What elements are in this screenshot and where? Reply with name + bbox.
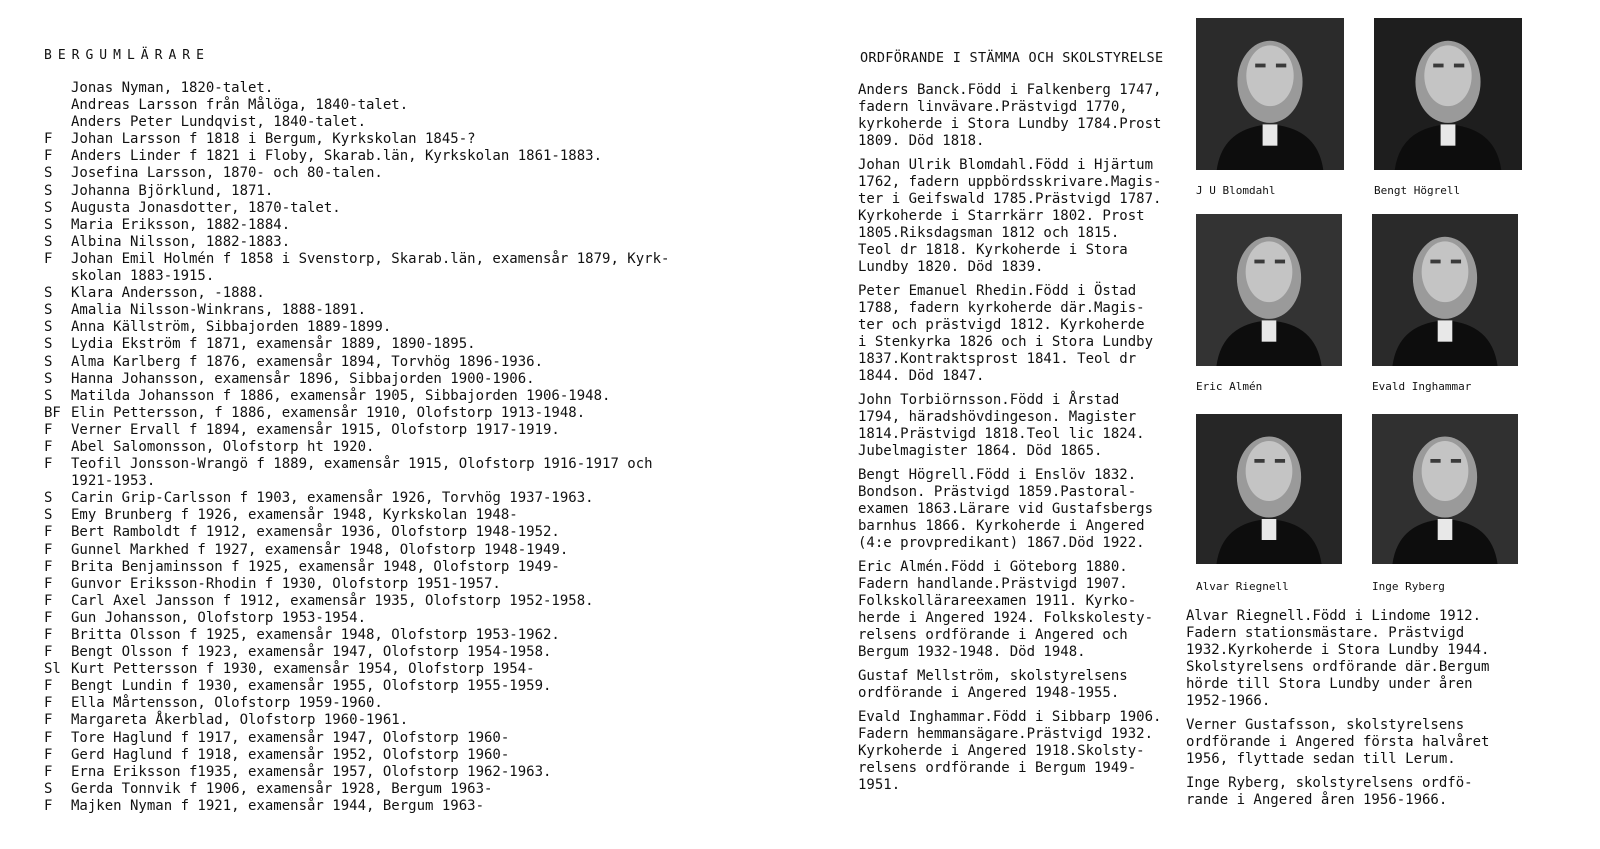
teacher-code: S: [44, 507, 53, 524]
teacher-code: F: [44, 421, 53, 438]
teacher-entry: Gunnel Markhed f 1927, examensår 1948, Olofstorp 1948-1949.: [71, 541, 569, 558]
section-title: ORDFÖRANDE I STÄMMA OCH SKOLSTYRELSE: [860, 50, 1164, 66]
bio-paragraph: [858, 82, 1188, 150]
teacher-code: F: [44, 609, 53, 626]
teacher-code: S: [44, 165, 53, 182]
bio-paragraph: [1186, 717, 1536, 768]
bio-line: 1952-1966.: [1186, 693, 1271, 709]
teacher-code: [44, 473, 71, 490]
teacher-entry: Johanna Björklund, 1871.: [71, 182, 274, 199]
teacher-row: [44, 524, 724, 541]
teacher-entry: Tore Haglund f 1917, examensår 1947, Olofstorp 1960-: [71, 729, 510, 746]
bio-line: relsens ordförande i Angered och: [858, 627, 1128, 643]
teacher-row: [44, 183, 724, 200]
page-gutter: [730, 0, 840, 849]
teacher-entry: Anna Källström, Sibbajorden 1889-1899.: [71, 319, 392, 336]
teacher-entry: skolan 1883-1915.: [71, 268, 215, 285]
teacher-row: [44, 678, 724, 695]
teacher-code: F: [44, 131, 53, 148]
bio-paragraph: [858, 559, 1188, 661]
portrait-photo: [1196, 214, 1342, 366]
teacher-row: [44, 165, 724, 182]
bio-line: Skolstyrelsens ordförande där.Bergum: [1186, 659, 1490, 675]
teacher-code: F: [44, 524, 53, 541]
teacher-code: S: [44, 780, 53, 797]
portrait-icon: [1196, 18, 1344, 170]
teacher-row: [44, 319, 724, 336]
bio-line: 1956, flyttade sedan till Lerum.: [1186, 751, 1456, 767]
portrait-icon: [1196, 214, 1342, 366]
bio-line: ter och prästvigd 1812. Kyrkoherde: [858, 317, 1145, 333]
teacher-entry: Carin Grip-Carlsson f 1903, examensår 1926, Torvhög 1937-1963.: [71, 490, 594, 507]
bio-paragraph: [858, 283, 1188, 385]
teacher-entry: Augusta Jonasdotter, 1870-talet.: [71, 199, 341, 216]
teacher-row: [44, 542, 724, 559]
teacher-list: [44, 80, 724, 815]
bio-line: 1814.Prästvigd 1818.Teol lic 1824.: [858, 426, 1145, 442]
teacher-row: [44, 781, 724, 798]
teacher-entry: Margareta Åkerblad, Olofstorp 1960-1961.: [71, 712, 409, 729]
bio-paragraph: [858, 668, 1188, 702]
teacher-row: [44, 336, 724, 353]
bio-line: (4:e provpredikant) 1867.Död 1922.: [858, 535, 1145, 551]
teacher-row: [44, 234, 724, 251]
right-page: [840, 0, 1600, 849]
bio-line: 1809. Död 1818.: [858, 133, 985, 149]
teacher-entry: Erna Eriksson f1935, examensår 1957, Olofstorp 1962-1963.: [71, 763, 552, 780]
teacher-entry: Anders Peter Lundqvist, 1840-talet.: [71, 114, 367, 131]
bio-line: Fadern hemmansägare.Prästvigd 1932.: [858, 726, 1154, 742]
bio-line: Inge Ryberg, skolstyrelsens ordfö-: [1186, 775, 1473, 791]
teacher-code: F: [44, 558, 53, 575]
bio-line: kyrkoherde i Stora Lundby 1784.Prost: [858, 116, 1162, 132]
teacher-row: [44, 148, 724, 165]
teacher-row: [44, 730, 724, 747]
portrait-photo: [1374, 18, 1522, 170]
teacher-row: [44, 456, 724, 473]
teacher-row: [44, 354, 724, 371]
teacher-row: [44, 114, 724, 131]
teacher-code: F: [44, 695, 53, 712]
teacher-code: F: [44, 797, 53, 814]
bio-line: Bondson. Prästvigd 1859.Pastoral-: [858, 484, 1137, 500]
portrait-icon: [1374, 18, 1522, 170]
bio-paragraph: [858, 392, 1188, 460]
teacher-entry: Gun Johansson, Olofstorp 1953-1954.: [71, 609, 367, 626]
teacher-row: [44, 439, 724, 456]
bio-line: Anders Banck.Född i Falkenberg 1747,: [858, 82, 1162, 98]
teacher-code: S: [44, 182, 53, 199]
teacher-row: [44, 593, 724, 610]
portrait-photo: [1372, 414, 1518, 564]
teacher-row: [44, 422, 724, 439]
bio-line: 1762, fadern uppbördsskrivare.Magis-: [858, 174, 1162, 190]
teacher-row: [44, 627, 724, 644]
teacher-code: [44, 97, 71, 114]
teacher-code: S: [44, 336, 53, 353]
teacher-entry: Britta Olsson f 1925, examensår 1948, Olofstorp 1953-1962.: [71, 627, 560, 643]
teacher-code: F: [44, 438, 53, 455]
teacher-row: [44, 80, 724, 97]
bio-line: 1788, fadern kyrkoherde där.Magis-: [858, 300, 1145, 316]
teacher-entry: Teofil Jonsson-Wrangö f 1889, examensår 1915, Olofstorp 1916-1917 och: [71, 456, 653, 473]
portrait-caption: Inge Ryberg: [1372, 580, 1445, 593]
bio-line: Johan Ulrik Blomdahl.Född i Hjärtum: [858, 157, 1154, 173]
bio-line: examen 1863.Lärare vid Gustafsbergs: [858, 501, 1154, 517]
bio-line: Fadern stationsmästare. Prästvigd: [1186, 625, 1465, 641]
bio-line: Teol dr 1818. Kyrkoherde i Stora: [858, 242, 1128, 258]
bio-line: fadern linvävare.Prästvigd 1770,: [858, 99, 1128, 115]
teacher-code: F: [44, 644, 53, 661]
bio-paragraph: [1186, 608, 1536, 710]
teacher-row: [44, 576, 724, 593]
teacher-code: F: [44, 456, 53, 473]
teacher-entry: Carl Axel Jansson f 1912, examensår 1935, Olofstorp 1952-1958.: [71, 592, 594, 609]
teacher-row: [44, 473, 724, 490]
bio-line: hörde till Stora Lundby under åren: [1186, 676, 1473, 692]
teacher-code: [44, 268, 71, 285]
teacher-entry: Maria Eriksson, 1882-1884.: [71, 216, 291, 233]
bio-line: Peter Emanuel Rhedin.Född i Östad: [858, 283, 1137, 299]
bio-line: Verner Gustafsson, skolstyrelsens: [1186, 717, 1465, 733]
teacher-entry: Hanna Johansson, examensår 1896, Sibbajorden 1900-1906.: [71, 370, 535, 387]
teacher-row: [44, 661, 724, 678]
chairman-bios: [858, 82, 1188, 801]
teacher-entry: Elin Pettersson, f 1886, examensår 1910, Olofstorp 1913-1948.: [71, 404, 586, 421]
bio-line: 1794, häradshövdingeson. Magister: [858, 409, 1137, 425]
bio-line: 1932.Kyrkoherde i Stora Lundby 1944.: [1186, 642, 1490, 658]
teacher-code: S: [44, 353, 53, 370]
bio-line: Bergum 1932-1948. Död 1948.: [858, 644, 1086, 660]
teacher-code: S: [44, 199, 53, 216]
bio-paragraph: [858, 709, 1188, 794]
teacher-code: F: [44, 575, 53, 592]
teacher-entry: Gerda Tonnvik f 1906, examensår 1928, Bergum 1963-: [71, 780, 493, 797]
portrait-icon: [1196, 414, 1342, 564]
teacher-row: [44, 764, 724, 781]
teacher-entry: Brita Benjaminsson f 1925, examensår 1948, Olofstorp 1949-: [71, 558, 560, 575]
teacher-entry: Bengt Lundin f 1930, examensår 1955, Olofstorp 1955-1959.: [71, 678, 552, 695]
teacher-entry: Ella Mårtensson, Olofstorp 1959-1960.: [71, 695, 383, 712]
teacher-row: [44, 285, 724, 302]
teacher-row: [44, 268, 724, 285]
teacher-entry: Jonas Nyman, 1820-talet.: [71, 80, 274, 96]
teacher-row: [44, 388, 724, 405]
bio-paragraph: [858, 467, 1188, 552]
bio-line: 1844. Död 1847.: [858, 368, 985, 384]
teacher-row: [44, 712, 724, 729]
teacher-code: S: [44, 319, 53, 336]
bio-line: Bengt Högrell.Född i Enslöv 1832.: [858, 467, 1137, 483]
bio-line: relsens ordförande i Bergum 1949-: [858, 760, 1137, 776]
teacher-entry: Lydia Ekström f 1871, examensår 1889, 1890-1895.: [71, 336, 476, 353]
teacher-code: S: [44, 216, 53, 233]
page-title: BERGUMLÄRARE: [44, 48, 210, 63]
teacher-code: S: [44, 490, 53, 507]
bio-line: ordförande i Angered första halvåret: [1186, 734, 1490, 750]
teacher-entry: Gunvor Eriksson-Rhodin f 1930, Olofstorp 1951-1957.: [71, 575, 501, 592]
teacher-entry: Bengt Olsson f 1923, examensår 1947, Olofstorp 1954-1958.: [71, 644, 552, 661]
bio-line: Kyrkoherde i Starrkärr 1802. Prost: [858, 208, 1145, 224]
teacher-row: [44, 371, 724, 388]
teacher-row: [44, 747, 724, 764]
bio-line: ter i Geifswald 1785.Prästvigd 1787.: [858, 191, 1162, 207]
teacher-row: [44, 507, 724, 524]
portrait-icon: [1372, 214, 1518, 366]
teacher-code: F: [44, 541, 53, 558]
bio-line: 1951.: [858, 777, 901, 793]
teacher-code: F: [44, 148, 53, 165]
bio-line: 1805.Riksdagsman 1812 och 1815.: [858, 225, 1120, 241]
teacher-row: [44, 302, 724, 319]
teacher-code: F: [44, 627, 53, 643]
teacher-code: Sl: [44, 661, 61, 678]
teacher-entry: Amalia Nilsson-Winkrans, 1888-1891.: [71, 302, 367, 319]
bio-line: Jubelmagister 1864. Död 1865.: [858, 443, 1103, 459]
bio-line: Kyrkoherde i Angered 1918.Skolsty-: [858, 743, 1145, 759]
bio-line: ordförande i Angered 1948-1955.: [858, 685, 1120, 701]
bio-line: Lundby 1820. Död 1839.: [858, 259, 1044, 275]
teacher-entry: Bert Ramboldt f 1912, examensår 1936, Olofstorp 1948-1952.: [71, 524, 560, 541]
teacher-code: F: [44, 763, 53, 780]
teacher-row: [44, 644, 724, 661]
teacher-code: F: [44, 712, 53, 729]
portrait-icon: [1372, 414, 1518, 564]
portrait-caption: J U Blomdahl: [1196, 184, 1276, 197]
teacher-code: F: [44, 746, 53, 763]
bio-line: herde i Angered 1924. Folkskolesty-: [858, 610, 1154, 626]
teacher-row: [44, 97, 724, 114]
teacher-code: S: [44, 285, 53, 302]
bio-line: Folkskollärareexamen 1911. Kyrko-: [858, 593, 1137, 609]
left-page: [0, 0, 730, 849]
bio-paragraph: [858, 157, 1188, 276]
portrait-caption: Evald Inghammar: [1372, 380, 1472, 393]
teacher-entry: Albina Nilsson, 1882-1883.: [71, 233, 291, 250]
teacher-row: [44, 695, 724, 712]
teacher-row: [44, 251, 724, 268]
portrait-photo: [1372, 214, 1518, 366]
teacher-row: [44, 490, 724, 507]
bio-line: rande i Angered åren 1956-1966.: [1186, 792, 1448, 808]
bio-line: Evald Inghammar.Född i Sibbarp 1906.: [858, 709, 1162, 725]
portrait-caption: Alvar Riegnell: [1196, 580, 1289, 593]
teacher-code: S: [44, 302, 53, 319]
teacher-row: [44, 559, 724, 576]
teacher-code: F: [44, 250, 53, 267]
bio-line: Alvar Riegnell.Född i Lindome 1912.: [1186, 608, 1482, 624]
teacher-entry: Johan Larsson f 1818 i Bergum, Kyrkskolan 1845-?: [71, 131, 476, 148]
teacher-row: [44, 610, 724, 627]
teacher-entry: Johan Emil Holmén f 1858 i Svenstorp, Skarab.län, examensår 1879, Kyrk-: [71, 250, 670, 267]
teacher-code: F: [44, 592, 53, 609]
teacher-entry: 1921-1953.: [71, 473, 156, 490]
teacher-row: [44, 405, 724, 422]
teacher-entry: Matilda Johansson f 1886, examensår 1905, Sibbajorden 1906-1948.: [71, 387, 611, 404]
teacher-row: [44, 131, 724, 148]
bio-line: 1837.Kontraktsprost 1841. Teol dr: [858, 351, 1137, 367]
portrait-caption: Bengt Högrell: [1374, 184, 1461, 197]
teacher-entry: Anders Linder f 1821 i Floby, Skarab.län, Kyrkskolan 1861-1883.: [71, 148, 603, 165]
teacher-row: [44, 200, 724, 217]
teacher-code: [44, 80, 71, 97]
bio-line: John Torbiörnsson.Född i Årstad: [858, 392, 1120, 408]
teacher-code: [44, 114, 71, 131]
teacher-code: F: [44, 729, 53, 746]
portrait-caption: Eric Almén: [1196, 380, 1263, 393]
teacher-code: BF: [44, 404, 61, 421]
bio-line: i Stenkyrka 1826 och i Stora Lundby: [858, 334, 1154, 350]
teacher-entry: Abel Salomonsson, Olofstorp ht 1920.: [71, 438, 375, 455]
bio-line: barnhus 1866. Kyrkoherde i Angered: [858, 518, 1145, 534]
teacher-row: [44, 217, 724, 234]
teacher-code: S: [44, 233, 53, 250]
teacher-entry: Emy Brunberg f 1926, examensår 1948, Kyrkskolan 1948-: [71, 507, 518, 524]
teacher-code: S: [44, 370, 53, 387]
chairman-bios-continued: [1186, 608, 1536, 816]
portrait-photo: [1196, 414, 1342, 564]
teacher-entry: Klara Andersson, -1888.: [71, 285, 265, 302]
teacher-code: S: [44, 387, 53, 404]
teacher-entry: Majken Nyman f 1921, examensår 1944, Bergum 1963-: [71, 797, 485, 814]
teacher-entry: Verner Ervall f 1894, examensår 1915, Olofstorp 1917-1919.: [71, 421, 560, 438]
bio-line: Fadern handlande.Prästvigd 1907.: [858, 576, 1128, 592]
teacher-entry: Josefina Larsson, 1870- och 80-talen.: [71, 165, 383, 182]
bio-line: Gustaf Mellström, skolstyrelsens: [858, 668, 1128, 684]
bio-paragraph: [1186, 775, 1536, 809]
teacher-code: F: [44, 678, 53, 695]
teacher-entry: Alma Karlberg f 1876, examensår 1894, Torvhög 1896-1936.: [71, 353, 544, 370]
portrait-photo: [1196, 18, 1344, 170]
teacher-entry: Andreas Larsson från Målöga, 1840-talet.: [71, 97, 409, 114]
teacher-entry: Kurt Pettersson f 1930, examensår 1954, Olofstorp 1954-: [71, 661, 535, 678]
teacher-row: [44, 798, 724, 815]
teacher-entry: Gerd Haglund f 1918, examensår 1952, Olofstorp 1960-: [71, 746, 510, 763]
bio-line: Eric Almén.Född i Göteborg 1880.: [858, 559, 1128, 575]
